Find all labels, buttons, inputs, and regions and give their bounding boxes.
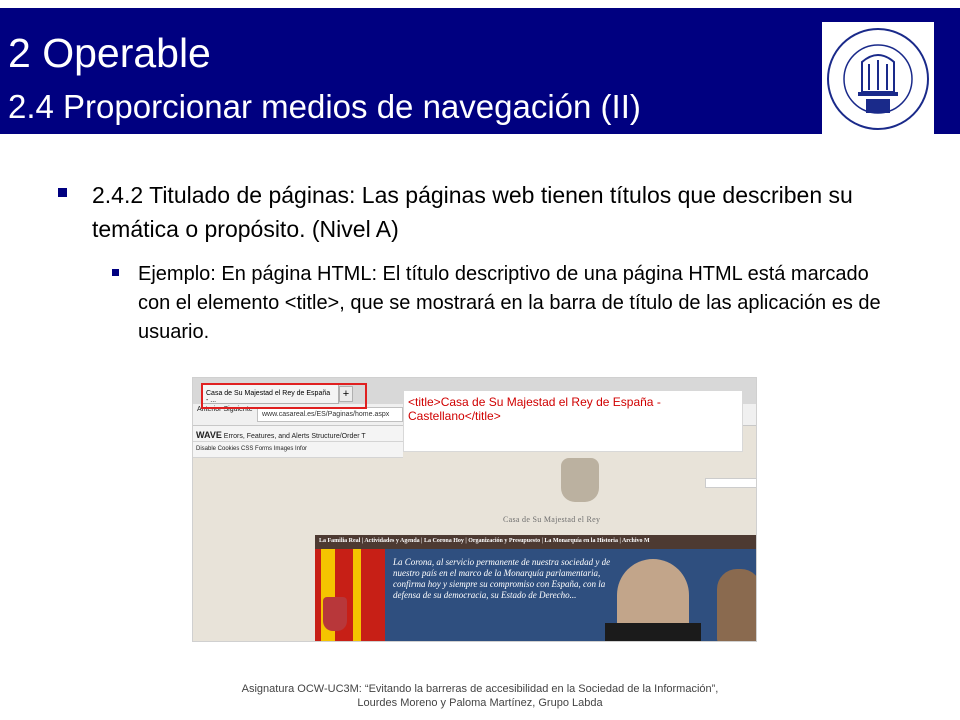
developer-toolbar[interactable]: Disable Cookies CSS Forms Images Infor bbox=[193, 442, 403, 458]
slide-title: 2 Operable bbox=[8, 30, 211, 76]
university-seal-icon bbox=[822, 22, 934, 136]
search-input[interactable] bbox=[705, 478, 757, 488]
site-menu[interactable]: La Familia Real | Actividades y Agenda | La Corona Hoy | Organización y Presupuesto | La Monarquía en la Historia | Archivo M bbox=[315, 535, 757, 549]
footer-line-1: Asignatura OCW-UC3M: “Evitando la barreras de accesibilidad en la Sociedad de la Información”, bbox=[241, 683, 719, 695]
hero-quote: La Corona, al servicio permanente de nuestra sociedad y de nuestro país en el marco de la Monarquía parlamentaria, confirma hoy y siempre su compromiso con España, con la defensa de su democracia, su Estado de Derecho... bbox=[393, 557, 611, 600]
footer-line-2: Lourdes Moreno y Paloma Martínez, Grupo Labda bbox=[357, 697, 603, 709]
hero-banner bbox=[315, 549, 757, 642]
university-logo bbox=[822, 22, 934, 136]
forward-button[interactable]: Siguiente bbox=[223, 406, 253, 413]
slide-content bbox=[58, 178, 918, 347]
back-button[interactable]: Anterior bbox=[197, 406, 222, 413]
title-tag-callout: <title>Casa de Su Majestad el Rey de España - Castellano</title> bbox=[403, 390, 743, 452]
portrait-second bbox=[717, 569, 757, 642]
coat-of-arms-icon bbox=[323, 597, 347, 631]
sub-bullet-text: Ejemplo: En página HTML: El título descriptivo de una página HTML está marcado con el elemento <title>, que se mostrará en la barra de título de las aplicación es de usuario. bbox=[138, 263, 881, 343]
bullet-item bbox=[58, 178, 918, 246]
title-highlight-box bbox=[201, 383, 367, 409]
wave-items[interactable]: Errors, Features, and Alerts Structure/Order T bbox=[223, 433, 366, 440]
portrait-suit bbox=[605, 623, 701, 642]
royal-crest-icon bbox=[561, 458, 599, 502]
new-tab-button[interactable]: + bbox=[339, 386, 353, 402]
square-bullet-icon bbox=[58, 188, 67, 197]
sub-bullet-item bbox=[112, 260, 902, 347]
browser-tab[interactable]: Casa de Su Majestad el Rey de España - ... bbox=[201, 384, 339, 404]
slide-subtitle: 2.4 Proporcionar medios de navegación (II) bbox=[8, 88, 641, 125]
footer bbox=[0, 682, 960, 710]
site-name: Casa de Su Majestad el Rey bbox=[503, 515, 601, 524]
bullet-text: 2.4.2 Titulado de páginas: Las páginas web tienen títulos que describen su temática o propósito. (Nivel A) bbox=[92, 182, 853, 242]
wave-button[interactable]: WAVE bbox=[196, 430, 222, 440]
title-band bbox=[0, 8, 960, 134]
browser-screenshot bbox=[192, 377, 757, 642]
square-bullet-icon bbox=[112, 269, 119, 276]
url-field[interactable]: www.casareal.es/ES/Paginas/home.aspx bbox=[257, 407, 403, 422]
wave-toolbar bbox=[193, 426, 403, 442]
